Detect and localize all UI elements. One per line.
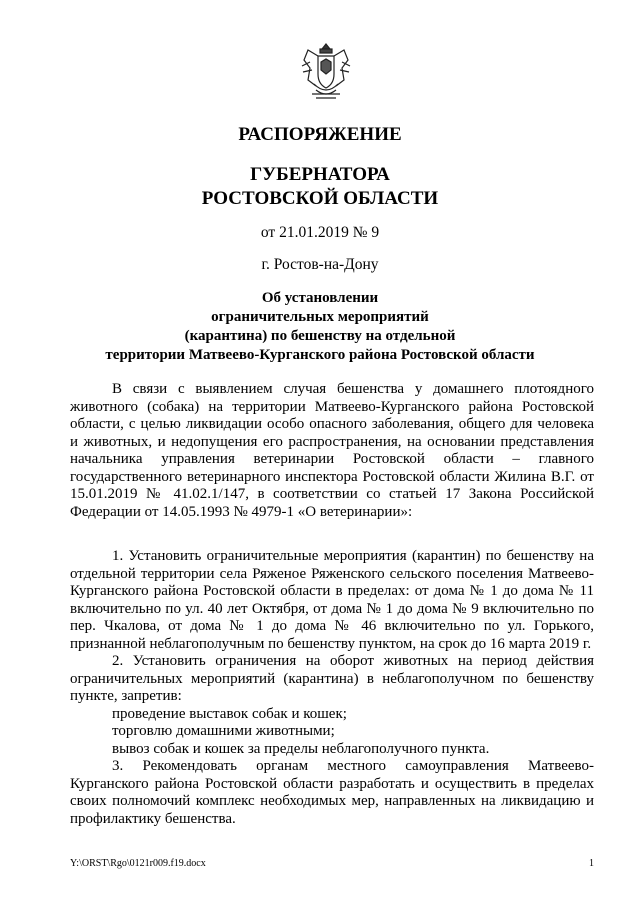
document-city: г. Ростов-на-Дону	[261, 256, 379, 273]
page-number: 1	[589, 858, 594, 869]
subject-line-1: Об установлении	[261, 290, 379, 306]
file-path: Y:\ORST\Rgo\0121r009.f19.docx	[70, 858, 206, 869]
subject-line-4: территории Матвеево-Курганского района Ростовской области	[105, 347, 535, 363]
item-3-paragraph: 3. Рекомендовать органам местного самоуправления Матвеево-Курганского района Ростовской области разработать и осуществить в пределах своих полномочий комплекс необходимых мер, направленных на ликвидацию и профилактику бешенства.	[70, 758, 594, 827]
item-1-paragraph: 1. Установить ограничительные мероприятия (карантин) по бешенству на отдельной территории села Ряженое Ряженского сельского поселения Матвеево-Курганского района Ростовской области в пределах: от дома № 1 до дома № 11 включительно по ул. 40 лет Октября, от дома № 1 до дома № 9 включительно по пер. Чкалова, от дома № 1 до дома № 46 включительно по ул. Горького, признанной неблагополучным по бешенству пунктом, на срок до 16 марта 2019 г.	[70, 548, 594, 652]
order-items	[70, 548, 594, 828]
subject-line-3: (карантина) по бешенству на отдельной	[184, 328, 456, 344]
authority-line-2: РОСТОВСКОЙ ОБЛАСТИ	[201, 188, 439, 209]
issuing-authority	[0, 163, 640, 211]
item-2-sub-3: вывоз собак и кошек за пределы неблагополучного пункта.	[112, 740, 490, 757]
document-type-title: РАСПОРЯЖЕНИЕ	[238, 124, 402, 145]
document-subject	[0, 289, 640, 365]
item-2-paragraph: 2. Установить ограничения на оборот животных на период действия ограничительных мероприятий (карантина) в неблагополучном по бешенству пункте, запретив:	[70, 653, 594, 704]
preamble-paragraph: В связи с выявлением случая бешенства у домашнего плотоядного животного (собака) на территории Матвеево-Курганского района Ростовской области, с целью ликвидации особо опасного заболевания, общего для человека и животных, и недопущения его распространения, на основании представления начальника управления ветеринарии Ростовской области – главного государственного ветеринарного инспектора Ростовской области Жилина В.Г. от 15.01.2019 № 41.02.1/147, в соответствии со статьей 17 Закона Российской Федерации от 14.05.1993 № 4979-1 «О ветеринарии»:	[70, 381, 594, 520]
item-2-sub-1: проведение выставок собак и кошек;	[112, 705, 347, 722]
authority-line-1: ГУБЕРНАТОРА	[250, 164, 390, 185]
preamble-block	[70, 381, 594, 521]
item-2-sub-2: торговлю домашними животными;	[112, 723, 335, 739]
document-date-number: от 21.01.2019 № 9	[260, 224, 380, 241]
subject-line-2: ограничительных мероприятий	[211, 309, 429, 325]
coat-of-arms-icon	[294, 40, 358, 104]
page-footer	[70, 858, 594, 869]
